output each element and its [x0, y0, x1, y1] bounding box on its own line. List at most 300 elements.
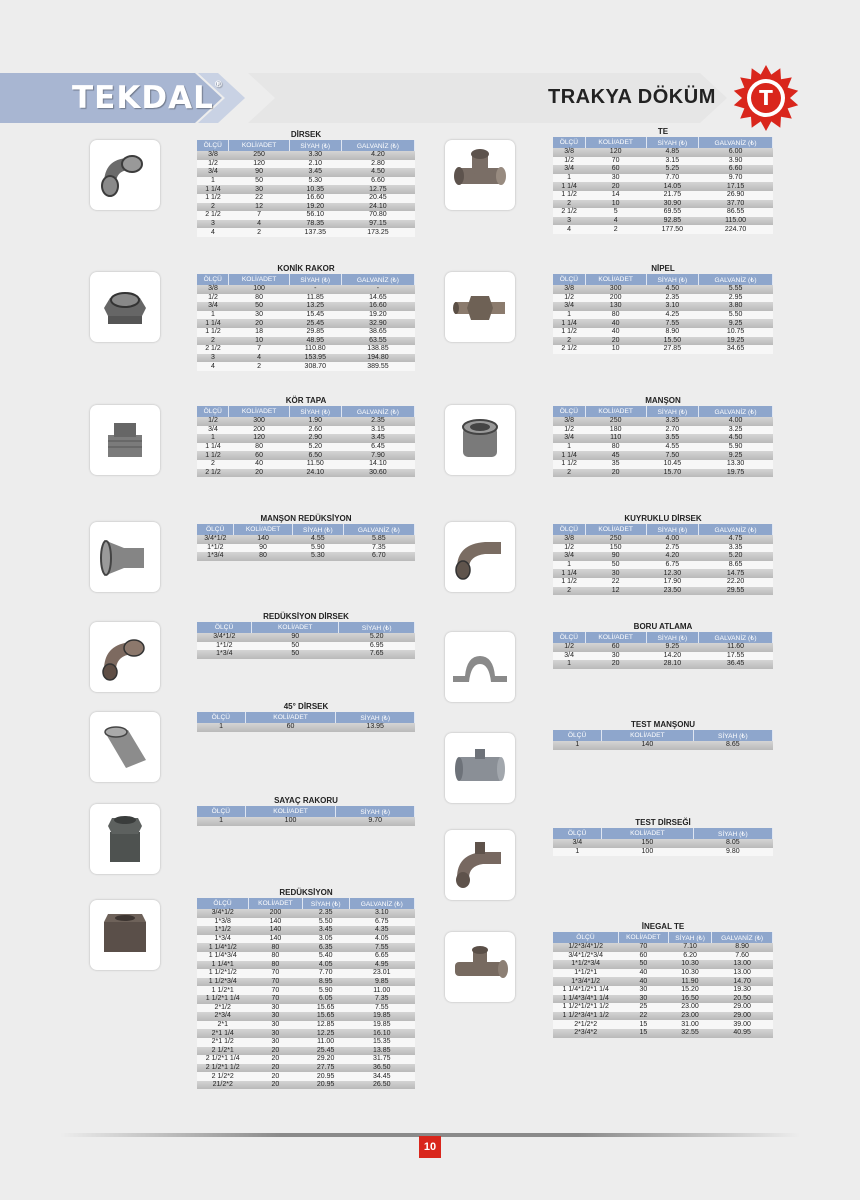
- table-cell: 40: [585, 319, 646, 328]
- table-cell: 70: [248, 969, 302, 978]
- table-cell: 1/2: [553, 157, 585, 166]
- table-cell: 9.80: [693, 848, 772, 857]
- table-cell: 25: [618, 1003, 668, 1012]
- table-cell: 40: [585, 328, 646, 337]
- table-cell: 10.75: [699, 328, 773, 337]
- table-row: [197, 633, 415, 642]
- table-cell: 28.10: [646, 660, 699, 669]
- table-row: [197, 723, 415, 732]
- table-row: [553, 208, 773, 217]
- price-section: [553, 127, 773, 234]
- table-cell: 200: [585, 294, 646, 303]
- table-row: [553, 839, 773, 848]
- table-cell: 3/8: [553, 148, 585, 157]
- table-cell: 19.20: [289, 203, 341, 212]
- table-cell: 23.50: [646, 587, 699, 596]
- table-cell: 13.00: [712, 960, 773, 969]
- column-header: ÖLÇÜ: [553, 932, 618, 943]
- table-cell: 30: [248, 1038, 302, 1047]
- table-cell: 2 1/2*1 1/2: [197, 1064, 248, 1073]
- price-section: [197, 888, 415, 1089]
- table-cell: 1*3/8: [197, 918, 248, 927]
- table-cell: 80: [234, 552, 293, 561]
- column-header: KOLİ/ADET: [585, 632, 646, 643]
- price-table: [553, 632, 773, 669]
- table-cell: 173.25: [341, 228, 414, 237]
- table-cell: 50: [252, 642, 339, 651]
- table-cell: 7: [229, 345, 289, 354]
- table-cell: 2*1 1/2: [197, 1038, 248, 1047]
- table-row: [553, 157, 773, 166]
- table-cell: 29.00: [712, 1012, 773, 1021]
- column-header: GALVANİZ (₺): [699, 524, 773, 535]
- table-cell: 1: [553, 848, 602, 857]
- table-cell: 1: [553, 443, 585, 452]
- table-cell: 37.70: [699, 200, 773, 209]
- table-cell: 5.90: [699, 443, 773, 452]
- table-cell: 150: [585, 544, 646, 553]
- product-photo-45-elbow: [90, 712, 160, 782]
- table-cell: 13.85: [349, 1047, 414, 1056]
- table-row: [553, 451, 773, 460]
- table-cell: 16.10: [349, 1029, 414, 1038]
- table-row: [553, 337, 773, 346]
- table-cell: 11.85: [289, 294, 341, 303]
- table-cell: 7.50: [646, 451, 699, 460]
- price-section: [553, 922, 773, 1038]
- table-row: [197, 443, 415, 452]
- table-cell: 30.90: [646, 200, 699, 209]
- table-cell: 15: [618, 1029, 668, 1038]
- table-cell: 3.15: [646, 157, 699, 166]
- table-cell: 3: [197, 354, 229, 363]
- table-row: [553, 1012, 773, 1021]
- table-cell: 90: [229, 168, 289, 177]
- table-row: [553, 552, 773, 561]
- table-cell: 7.65: [339, 650, 415, 659]
- table-cell: 1*1/2: [197, 544, 234, 553]
- price-table: [197, 524, 415, 561]
- table-cell: 19.75: [699, 469, 773, 478]
- brand-registered-mark: ®: [213, 80, 224, 90]
- column-header: GALVANİZ (₺): [341, 140, 414, 151]
- column-header: ÖLÇÜ: [553, 524, 585, 535]
- column-header: KOLİ/ADET: [229, 406, 289, 417]
- table-row: [197, 160, 415, 169]
- table-cell: 1*1/2*3/4: [553, 960, 618, 969]
- table-cell: 120: [585, 148, 646, 157]
- table-cell: 3/4*1/2*3/4: [553, 952, 618, 961]
- column-header: KOLİ/ADET: [585, 524, 646, 535]
- table-cell: 5.20: [289, 443, 341, 452]
- table-cell: 60: [585, 643, 646, 652]
- table-row: [553, 969, 773, 978]
- table-cell: 100: [229, 285, 289, 294]
- column-header: SİYAH (₺): [289, 274, 341, 285]
- table-cell: 3.45: [341, 434, 414, 443]
- table-row: [553, 569, 773, 578]
- table-cell: 2 1/2*1: [197, 1047, 248, 1056]
- table-cell: 1: [553, 174, 585, 183]
- table-row: [197, 943, 415, 952]
- table-cell: 6.75: [349, 918, 414, 927]
- table-cell: 5.50: [302, 918, 349, 927]
- column-header: GALVANİZ (₺): [699, 274, 773, 285]
- table-cell: 1 1/4: [553, 319, 585, 328]
- table-cell: 12.75: [341, 185, 414, 194]
- table-cell: 22.20: [699, 578, 773, 587]
- table-cell: 7.60: [712, 952, 773, 961]
- section-title: MANŞON REDÜKSİYON: [260, 514, 352, 523]
- table-cell: 137.35: [289, 228, 341, 237]
- table-cell: 25.45: [289, 319, 341, 328]
- brand-logo: [72, 80, 224, 116]
- table-cell: 20: [248, 1064, 302, 1073]
- table-row: [197, 337, 415, 346]
- price-section: [553, 396, 773, 477]
- column-header: KOLİ/ADET: [585, 274, 646, 285]
- table-cell: 2*1 1/4: [197, 1029, 248, 1038]
- table-cell: 2.70: [646, 426, 699, 435]
- table-cell: 14: [585, 191, 646, 200]
- table-cell: 2 1/2: [197, 469, 229, 478]
- table-cell: 8.95: [302, 978, 349, 987]
- table-cell: 1 1/2: [197, 194, 229, 203]
- table-row: [197, 986, 415, 995]
- table-cell: 45: [585, 451, 646, 460]
- table-cell: 1 1/2*3/4*1 1/2: [553, 1012, 618, 1021]
- table-cell: 1/2: [553, 544, 585, 553]
- table-cell: 14.75: [699, 569, 773, 578]
- table-cell: 5.85: [343, 535, 414, 544]
- section-title: MANŞON: [645, 396, 681, 405]
- table-row: [197, 151, 415, 160]
- column-header: KOLİ/ADET: [248, 898, 302, 909]
- table-cell: 12: [585, 587, 646, 596]
- table-row: [197, 909, 415, 918]
- table-row: [553, 469, 773, 478]
- table-cell: 17.55: [699, 652, 773, 661]
- table-cell: 70: [248, 995, 302, 1004]
- table-cell: 3/4: [197, 426, 229, 435]
- table-cell: 7.55: [349, 943, 414, 952]
- column-header: ÖLÇÜ: [197, 274, 229, 285]
- table-cell: 1*1/2*1: [553, 969, 618, 978]
- table-cell: 120: [229, 434, 289, 443]
- table-cell: 3.90: [699, 157, 773, 166]
- table-row: [553, 182, 773, 191]
- table-row: [197, 1072, 415, 1081]
- table-row: [197, 469, 415, 478]
- table-cell: 86.55: [699, 208, 773, 217]
- section-title: TEST MANŞONU: [631, 720, 695, 729]
- table-cell: 2*1/2: [197, 1004, 248, 1013]
- table-cell: 31.00: [668, 1020, 711, 1029]
- table-cell: 4.50: [699, 434, 773, 443]
- section-title: NİPEL: [651, 264, 675, 273]
- column-header: SİYAH (₺): [693, 828, 772, 839]
- table-cell: 20: [229, 319, 289, 328]
- table-cell: 30: [248, 1004, 302, 1013]
- price-table: [197, 806, 415, 826]
- table-row: [553, 311, 773, 320]
- table-cell: 4: [229, 220, 289, 229]
- column-header: ÖLÇÜ: [197, 524, 234, 535]
- table-cell: 4.35: [349, 926, 414, 935]
- table-cell: 38.65: [341, 328, 414, 337]
- table-cell: 1 1/4: [197, 443, 229, 452]
- table-cell: 110.80: [289, 345, 341, 354]
- table-cell: 3.35: [646, 417, 699, 426]
- table-cell: 7.35: [349, 995, 414, 1004]
- table-cell: 1 1/4*1: [197, 961, 248, 970]
- table-cell: 60: [585, 165, 646, 174]
- price-section: [553, 264, 773, 354]
- table-cell: 9.85: [349, 978, 414, 987]
- table-cell: 4.50: [341, 168, 414, 177]
- table-cell: 1*3/4: [197, 935, 248, 944]
- table-cell: 5.90: [302, 986, 349, 995]
- table-row: [197, 345, 415, 354]
- table-cell: 1: [197, 177, 229, 186]
- table-cell: 4.55: [646, 443, 699, 452]
- table-cell: 39.00: [712, 1020, 773, 1029]
- table-cell: 3: [553, 217, 585, 226]
- product-photo-crossover: [445, 632, 515, 702]
- table-cell: 30: [585, 652, 646, 661]
- table-cell: 3.10: [646, 302, 699, 311]
- table-row: [197, 426, 415, 435]
- table-cell: 13.95: [336, 723, 415, 732]
- table-cell: 2*1: [197, 1021, 248, 1030]
- table-cell: 22: [585, 578, 646, 587]
- table-cell: 19.30: [712, 986, 773, 995]
- table-row: [197, 328, 415, 337]
- table-cell: 1*1/2: [197, 926, 248, 935]
- table-cell: 180: [585, 426, 646, 435]
- table-cell: -: [341, 285, 414, 294]
- table-cell: 15.65: [302, 1012, 349, 1021]
- price-table: [197, 712, 415, 732]
- column-header: ÖLÇÜ: [553, 137, 585, 148]
- table-row: [553, 426, 773, 435]
- table-cell: 130: [585, 302, 646, 311]
- table-cell: 2: [197, 337, 229, 346]
- section-title: REDÜKSİYON: [279, 888, 333, 897]
- table-cell: 50: [229, 177, 289, 186]
- table-cell: 20: [229, 469, 289, 478]
- table-cell: 5: [585, 208, 646, 217]
- column-header: SİYAH (₺): [289, 140, 341, 151]
- column-header: KOLİ/ADET: [602, 828, 694, 839]
- column-header: ÖLÇÜ: [197, 140, 229, 151]
- table-cell: 11.50: [289, 460, 341, 469]
- table-row: [197, 417, 415, 426]
- table-row: [197, 302, 415, 311]
- section-title: DİRSEK: [290, 130, 322, 139]
- table-cell: 50: [252, 650, 339, 659]
- table-cell: 1*3/4: [197, 552, 234, 561]
- table-cell: 70: [248, 978, 302, 987]
- table-cell: 1*1/2: [197, 642, 252, 651]
- table-row: [553, 200, 773, 209]
- table-cell: 23.00: [668, 1003, 711, 1012]
- table-row: [553, 1003, 773, 1012]
- table-cell: 20: [248, 1047, 302, 1056]
- section-title: KONİK RAKOR: [277, 264, 335, 273]
- table-row: [553, 294, 773, 303]
- table-cell: 1 1/2: [553, 328, 585, 337]
- table-cell: 10.30: [668, 960, 711, 969]
- table-cell: 7.10: [668, 943, 711, 952]
- price-section: [553, 818, 773, 856]
- table-cell: 20: [585, 182, 646, 191]
- table-cell: 150: [602, 839, 694, 848]
- column-header: SİYAH (₺): [646, 137, 699, 148]
- table-cell: 1 1/4*3/4*1 1/4: [553, 995, 618, 1004]
- table-cell: 70: [248, 986, 302, 995]
- table-cell: 2: [553, 587, 585, 596]
- table-cell: 2.60: [289, 426, 341, 435]
- table-cell: 17.15: [699, 182, 773, 191]
- product-photo-reducer-bushing: [90, 900, 160, 970]
- table-cell: 90: [234, 544, 293, 553]
- table-row: [553, 434, 773, 443]
- table-cell: 3/4: [553, 652, 585, 661]
- table-cell: 308.70: [289, 362, 341, 371]
- table-cell: 8.90: [646, 328, 699, 337]
- table-cell: 16.60: [341, 302, 414, 311]
- table-cell: 10.35: [289, 185, 341, 194]
- table-cell: 3/4*1/2: [197, 535, 234, 544]
- table-cell: 140: [248, 935, 302, 944]
- table-cell: 9.25: [699, 319, 773, 328]
- table-cell: 80: [248, 943, 302, 952]
- table-cell: 80: [585, 311, 646, 320]
- table-cell: 3/4*1/2: [197, 909, 248, 918]
- table-cell: 15.20: [668, 986, 711, 995]
- table-cell: 30: [229, 185, 289, 194]
- table-cell: 15: [618, 1020, 668, 1029]
- table-cell: 200: [229, 426, 289, 435]
- table-cell: 32.55: [668, 1029, 711, 1038]
- table-cell: 20: [585, 660, 646, 669]
- table-cell: 4: [197, 362, 229, 371]
- table-row: [553, 977, 773, 986]
- table-cell: 120: [229, 160, 289, 169]
- section-title: TE: [657, 127, 669, 136]
- column-header: ÖLÇÜ: [197, 806, 245, 817]
- table-cell: 30: [248, 1021, 302, 1030]
- table-cell: 14.10: [341, 460, 414, 469]
- table-row: [553, 1029, 773, 1038]
- table-cell: 5.30: [289, 177, 341, 186]
- product-photo-elbow: [90, 140, 160, 210]
- column-header: ÖLÇÜ: [197, 406, 229, 417]
- table-cell: 78.35: [289, 220, 341, 229]
- table-row: [553, 225, 773, 234]
- section-title: SAYAÇ RAKORU: [274, 796, 338, 805]
- product-photo-socket: [445, 405, 515, 475]
- table-cell: 40: [618, 969, 668, 978]
- table-row: [197, 294, 415, 303]
- table-cell: 4.05: [302, 961, 349, 970]
- table-cell: 194.80: [341, 354, 414, 363]
- table-cell: 1 1/2*1: [197, 986, 248, 995]
- table-row: [553, 460, 773, 469]
- table-cell: 1 1/4: [553, 569, 585, 578]
- table-cell: 100: [245, 817, 336, 826]
- table-cell: 3/4: [553, 165, 585, 174]
- table-row: [553, 544, 773, 553]
- table-cell: 3/4: [553, 302, 585, 311]
- table-cell: 3.55: [646, 434, 699, 443]
- table-cell: 3/8: [197, 285, 229, 294]
- price-section: [197, 796, 415, 826]
- table-cell: 13.00: [712, 969, 773, 978]
- table-cell: 3/4: [197, 168, 229, 177]
- table-cell: 18: [229, 328, 289, 337]
- column-header: KOLİ/ADET: [602, 730, 694, 741]
- table-row: [197, 1012, 415, 1021]
- table-row: [197, 650, 415, 659]
- table-cell: 4.05: [349, 935, 414, 944]
- table-cell: 2 1/2*1 1/4: [197, 1055, 248, 1064]
- table-cell: 30: [618, 995, 668, 1004]
- table-row: [197, 177, 415, 186]
- table-row: [553, 285, 773, 294]
- table-row: [197, 1064, 415, 1073]
- column-header: GALVANİZ (₺): [343, 524, 414, 535]
- table-row: [553, 741, 773, 750]
- product-photo-plug: [90, 405, 160, 475]
- column-header: KOLİ/ADET: [618, 932, 668, 943]
- table-cell: 2 1/2*2: [197, 1072, 248, 1081]
- table-cell: 2*3/4*2: [553, 1029, 618, 1038]
- price-section: [197, 702, 415, 732]
- table-cell: 22: [618, 1012, 668, 1021]
- price-section: [197, 396, 415, 477]
- table-cell: 4: [197, 228, 229, 237]
- company-star-logo-icon: [732, 64, 800, 132]
- table-row: [197, 1081, 415, 1090]
- table-cell: 97.15: [341, 220, 414, 229]
- table-cell: 3.80: [699, 302, 773, 311]
- table-cell: 80: [585, 443, 646, 452]
- table-cell: 2.75: [646, 544, 699, 553]
- table-cell: 92.85: [646, 217, 699, 226]
- table-cell: 6.95: [339, 642, 415, 651]
- table-row: [197, 211, 415, 220]
- table-cell: 6.65: [349, 952, 414, 961]
- price-table: [197, 622, 415, 659]
- table-cell: 12.25: [302, 1029, 349, 1038]
- price-section: [553, 514, 773, 595]
- table-row: [197, 362, 415, 371]
- column-header: KOLİ/ADET: [234, 524, 293, 535]
- table-cell: 13.30: [699, 460, 773, 469]
- table-cell: 2.95: [699, 294, 773, 303]
- column-header: SİYAH (₺): [646, 274, 699, 285]
- table-cell: 14.70: [712, 977, 773, 986]
- table-cell: 3.25: [699, 426, 773, 435]
- table-cell: 2: [197, 460, 229, 469]
- column-header: KOLİ/ADET: [245, 806, 336, 817]
- table-cell: 1: [197, 434, 229, 443]
- table-cell: 1: [197, 723, 245, 732]
- table-cell: 70: [585, 157, 646, 166]
- table-cell: 27.85: [646, 345, 699, 354]
